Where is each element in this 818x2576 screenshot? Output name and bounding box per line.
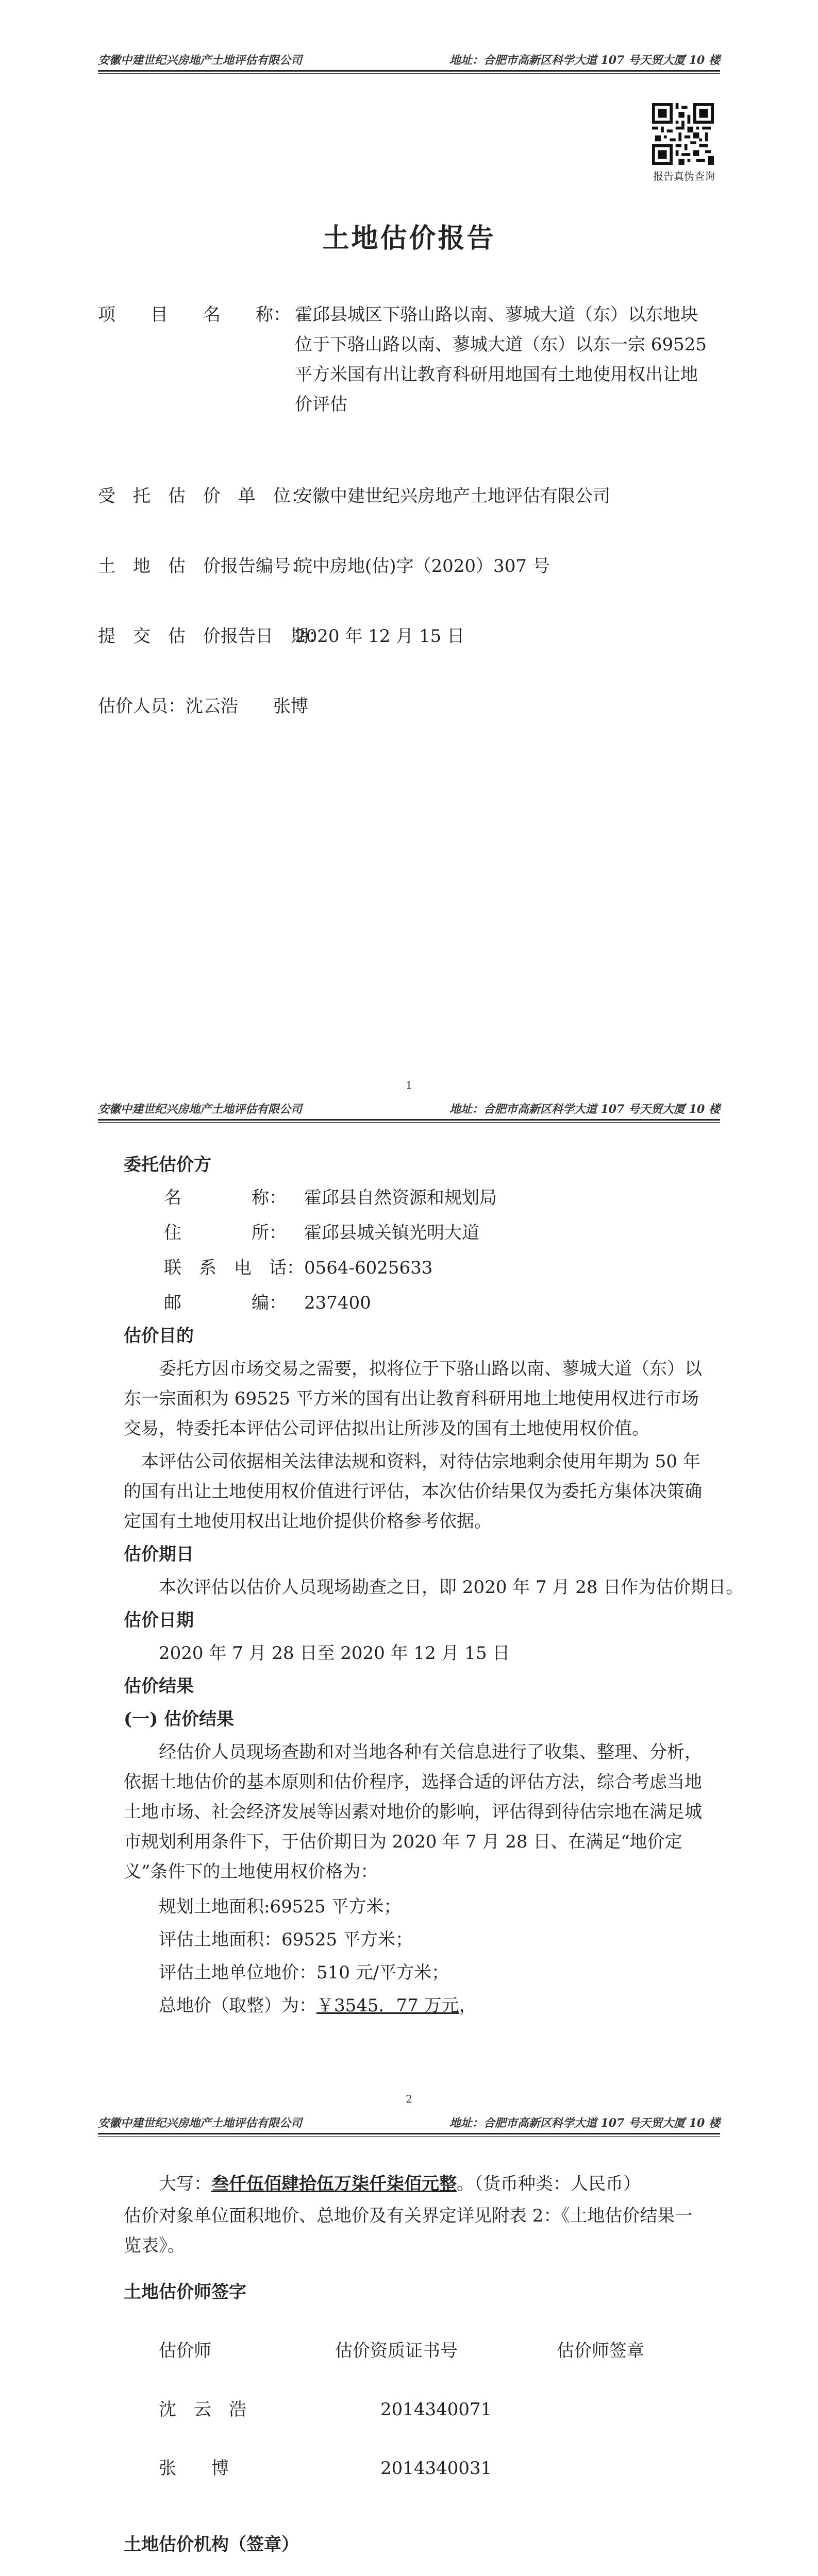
baseday-paragraph: 本次评估以估价人员现场勘查之日，即 2020 年 7 月 28 日作为估价期日。 (159, 1577, 744, 1598)
header-rule (98, 70, 720, 72)
header-company: 安徽中建世纪兴房地产土地评估有限公司 (98, 54, 303, 67)
header-rule-thin (98, 2136, 720, 2137)
header-company: 安徽中建世纪兴房地产土地评估有限公司 (98, 2116, 303, 2130)
valuers-label: 估价人员： (98, 696, 186, 717)
header-address: 地址：合肥市高新区科学大道 107 号天贸大厦 10 楼 (449, 54, 720, 67)
header-address: 地址：合肥市高新区科学大道 107 号天贸大厦 10 楼 (449, 1103, 720, 1116)
header-rule (98, 1119, 720, 1121)
submit-date-label: 提 交 估 价报告日 期： (98, 626, 326, 647)
client-value: 安徽中建世纪兴房地产土地评估有限公司 (295, 486, 610, 506)
header-address: 地址：合肥市高新区科学大道 107 号天贸大厦 10 楼 (449, 2116, 720, 2130)
unit-price: 评估土地单位地价：510 元/平方米； (159, 1962, 449, 1983)
page-number: 1 (406, 1079, 412, 1091)
page-number: 2 (406, 2093, 412, 2105)
valuer-name: 张 博 (159, 2458, 229, 2479)
baseday-heading: 估价期日 (124, 1544, 194, 1565)
daxie-line (159, 2169, 641, 2199)
valuer-cert: 2014340071 (380, 2399, 492, 2420)
submit-date-value: 2020 年 12 月 15 日 (295, 626, 465, 647)
entrust-addr-value: 霍邱县城关镇光明大道 (304, 1223, 479, 1243)
purpose-paragraph-2: 本评估公司依据相关法律法规和资料，对待估宗地剩余使用年期为 50 年的国有出让土地使用权价值进行评估，本次估价结果仅为委托方集体决策确定国有土地使用权出让地价提供价格参考依据。 (124, 1451, 702, 1532)
header-company: 安徽中建世纪兴房地产土地评估有限公司 (98, 1103, 303, 1116)
eval-area: 评估土地面积：69525 平方米； (159, 1929, 413, 1950)
col-cert: 估价资质证书号 (335, 2341, 458, 2361)
entrust-name-label: 名 称： (164, 1188, 287, 1208)
sign-heading: 土地估价师签字 (124, 2282, 246, 2302)
purpose-heading: 估价目的 (124, 1326, 194, 1346)
page3-header (98, 2114, 720, 2130)
page2-header (98, 1100, 720, 1116)
total-price-value: ￥3545．77 万元 (316, 1995, 459, 2016)
result-paragraph: 经估价人员现场查勘和对当地各种有关信息进行了收集、整理、分析，依据土地估价的基本原则和估价程序，选择合适的评估方法，综合考虑当地土地市场、社会经济发展等因素对地价的影响，评估得到待估宗地在满足城市规划利用条件下，于估价期日为 2020 年 7 月 28 日、在满足“地价定义”条件下的土地使用权价格为： (124, 1742, 702, 1882)
col-valuer: 估价师 (159, 2341, 211, 2361)
entrust-name-value: 霍邱县自然资源和规划局 (304, 1188, 497, 1208)
report-no-label: 土 地 估 价报告编号： (98, 556, 308, 577)
total-price (159, 1991, 477, 2021)
agency-heading: 土地估价机构（签章） (124, 2534, 299, 2555)
total-price-tail: ， (459, 1995, 477, 2016)
header-rule-thin (98, 1122, 720, 1123)
header-rule-thin (98, 73, 720, 74)
plan-area: 规划土地面积:69525 平方米； (159, 1896, 402, 1917)
entrust-zip-label: 邮 编： (164, 1293, 287, 1313)
result-subheading: (一) 估价结果 (124, 1709, 235, 1730)
daxie-label: 大写： (159, 2174, 211, 2194)
project-value: 霍邱县城区下骆山路以南、蓼城大道（东）以东地块位于下骆山路以南、蓼城大道（东）以东一宗 69525 平方米国有出让教育科研用地国有土地使用权出让地价评估 (295, 304, 707, 415)
report-no-value: 皖中房地(估)字（2020）307 号 (295, 556, 550, 577)
entrust-addr-label: 住 所： (164, 1223, 287, 1243)
valuer-cert: 2014340031 (380, 2458, 492, 2479)
total-price-label: 总地价（取整）为： (159, 1995, 316, 2016)
daxie-tail: 。（货币种类：人民币） (457, 2174, 641, 2194)
entrust-tel-value: 0564-6025633 (304, 1258, 433, 1278)
daxie-value: 叁仟伍佰肆拾伍万柒仟柒佰元整 (211, 2174, 457, 2194)
col-sign: 估价师签章 (557, 2341, 644, 2361)
period-paragraph: 2020 年 7 月 28 日至 2020 年 12 月 15 日 (159, 1643, 510, 1664)
purpose-paragraph-1: 委托方因市场交易之需要，拟将位于下骆山路以南、蓼城大道（东）以东一宗面积为 69525 平方米的国有出让教育科研用地土地使用权进行市场交易，特委托本评估公司评估拟出让所涉及的国有土地使用权价值。 (124, 1359, 702, 1439)
note-paragraph: 估价对象单位面积地价、总地价及有关界定详见附表 2：《土地估价结果一览表》。 (124, 2206, 693, 2256)
period-heading: 估价日期 (124, 1610, 194, 1631)
project-label: 项 目 名 称： (98, 304, 291, 325)
page1-header (98, 52, 720, 67)
qr-caption: 报告真伪查询 (653, 170, 715, 182)
valuer-name: 沈 云 浩 (159, 2399, 246, 2420)
header-rule (98, 2133, 720, 2134)
valuers-value: 沈云浩 张博 (186, 696, 308, 717)
entrust-heading: 委托估价方 (124, 1155, 211, 1175)
entrust-tel-label: 联 系 电 话： (164, 1258, 304, 1278)
entrust-zip-value: 237400 (304, 1293, 371, 1313)
result-heading: 估价结果 (124, 1676, 194, 1697)
qr-code-icon (652, 103, 714, 165)
client-label: 受 托 估 价 单 位： (98, 486, 308, 506)
report-title: 土地估价报告 (322, 223, 496, 254)
